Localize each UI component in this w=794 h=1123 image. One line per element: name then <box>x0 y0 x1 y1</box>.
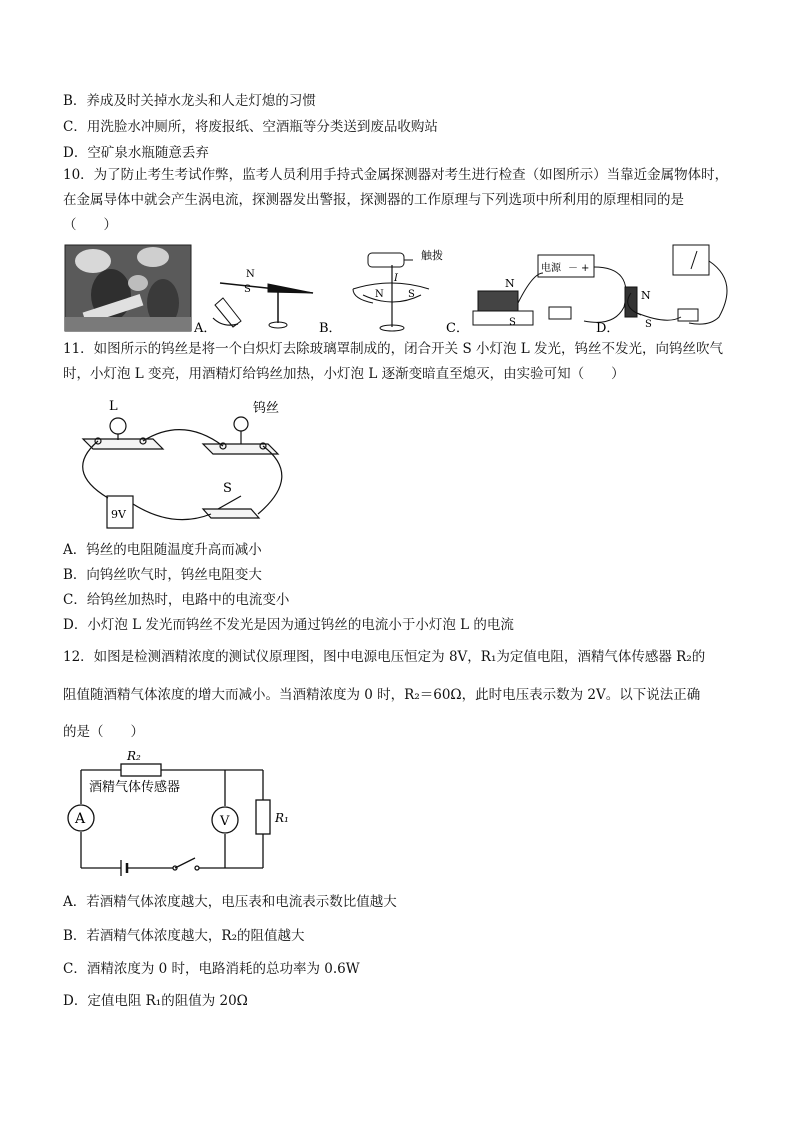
q9-option-d: D．空矿泉水瓶随意丢弃 <box>63 145 209 161</box>
q9-option-b: B．养成及时关掉水龙头和人走灯熄的习惯 <box>63 93 316 109</box>
d1-plus: + <box>581 263 590 274</box>
compass-magnet-figure <box>213 283 313 328</box>
q11-tungsten-label: 钨丝 <box>253 401 280 416</box>
q10-figure-strip <box>63 243 731 335</box>
q12-voltmeter-label: V <box>220 814 230 829</box>
q12-figure <box>63 748 303 880</box>
d-n-pole: N <box>641 289 651 302</box>
d1-power: 电源 <box>541 263 561 274</box>
q11-battery-label: 9V <box>111 508 126 521</box>
q11-stem: 11．如图所示的钨丝是将一个白炽灯去除玻璃罩制成的，闭合开关 S 小灯泡 L 发光，钨丝不发光，向钨丝吹气时，小灯泡 L 变亮，用酒精灯给钨丝加热，小灯泡 L 逐渐变暗直至熄灭，由实验可知（ ） <box>63 341 724 382</box>
q11-figure <box>63 394 303 534</box>
q11-option-a: A．钨丝的电阻随温度升高而减小 <box>63 542 262 558</box>
q12-option-a: A．若酒精气体浓度越大，电压表和电流表示数比值越大 <box>63 894 397 910</box>
d-switch: S <box>645 319 652 330</box>
galvanometer-figure <box>625 245 727 324</box>
q10-figures <box>63 243 731 335</box>
q12-sensor-label: 酒精气体传感器 <box>89 780 181 795</box>
q12-stem-line1: 12．如图是检测酒精浓度的测试仪原理图，图中电源电压恒定为 8V，R₁为定值电阻，酒精气体传感器 R₂的 <box>63 649 706 665</box>
q11-switch-label: S <box>223 481 232 496</box>
q12-stem-line3: 的是（ ） <box>63 724 144 740</box>
q11-option-b: B．向钨丝吹气时，钨丝电阻变大 <box>63 567 262 583</box>
q12-r2-label: R₂ <box>127 749 141 763</box>
d1-n-pole: N <box>505 277 515 290</box>
d1-minus: － <box>568 263 578 274</box>
b-n-pole: N <box>246 269 255 280</box>
q12-ammeter-label: A <box>75 811 86 827</box>
option-d-label: D． <box>596 321 620 335</box>
b-s-pole: S <box>244 284 251 295</box>
q12-option-d: D．定值电阻 R₁的阻值为 20Ω <box>63 993 248 1009</box>
option-b-label: B． <box>319 321 342 335</box>
option-a-label: A． <box>194 321 217 335</box>
q11-option-c: C．给钨丝加热时，电路中的电流变小 <box>63 592 290 608</box>
metal-detector-photo <box>65 245 191 331</box>
d1-switch: S <box>509 317 516 328</box>
q12-r1-label: R₁ <box>275 811 289 825</box>
c-n-pole: N <box>375 289 384 300</box>
q11-circuit <box>63 394 303 534</box>
q12-circuit <box>63 748 303 880</box>
q10-stem: 10．为了防止考生考试作弊，监考人员利用手持式金属探测器对考生进行检查（如图所示）当靠近金属物体时，在金属导体中就会产生涡电流，探测器发出警报，探测器的工作原理与下列选项中所利用的原理相同的是（ ） <box>63 167 729 233</box>
coil-figure <box>353 253 429 331</box>
q12-option-b: B．若酒精气体浓度越大，R₂的阻值越大 <box>63 928 305 944</box>
q11-lamp-label: L <box>109 399 118 414</box>
q12-stem-line2: 阻值随酒精气体浓度的增大而减小。当酒精浓度为 0 时，R₂＝60Ω，此时电压表示数为 2V。以下说法正确 <box>63 687 701 703</box>
q9-option-c: C．用洗脸水冲厕所，将废报纸、空酒瓶等分类送到废品收购站 <box>63 119 438 135</box>
c-chudong: 触拨 <box>421 249 443 262</box>
option-c-label: C． <box>446 321 469 335</box>
q11-option-d: D．小灯泡 L 发光而钨丝不发光是因为通过钨丝的电流小于小灯泡 L 的电流 <box>63 617 514 633</box>
c-current-i: I <box>394 273 398 284</box>
c-s-pole: S <box>408 289 415 300</box>
q12-option-c: C．酒精浓度为 0 时，电路消耗的总功率为 0.6W <box>63 961 360 977</box>
